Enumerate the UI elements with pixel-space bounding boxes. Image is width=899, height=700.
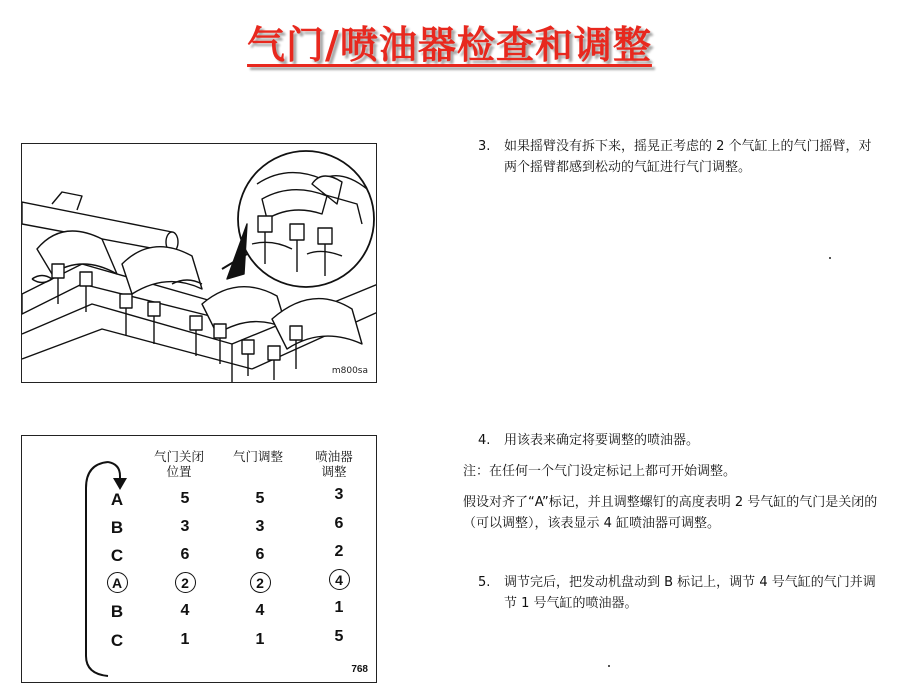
step-3 [478,136,883,178]
cell-c2-injector: 5 [334,628,344,645]
step-4-number: 4. [478,433,491,448]
cell-a2-valve [245,572,275,593]
speck [608,665,610,667]
adjustment-table [21,435,377,683]
rocker-arm-drawing [22,144,377,383]
cell-a2-injector [324,569,354,590]
header-injector-line2: 调整 [321,464,347,479]
cell-b-injector: 6 [334,515,344,532]
circled-a: A [107,572,128,593]
page-title-text: 气门/喷油器检查和调整 [247,23,652,67]
circled-2-valve: 2 [250,572,271,593]
cell-c-closed: 6 [180,546,190,563]
cell-a-valve: 5 [255,490,265,507]
cell-a-closed: 5 [180,490,190,507]
table-code: 768 [351,664,368,675]
assumption-paragraph: 假设对齐了“A”标记，并且调整螺钉的高度表明 2 号气缸的气门是关闭的（可以调整），该表显示 4 缸喷油器可调整。 [463,495,878,531]
cell-b2-closed: 4 [180,602,190,619]
circled-2-closed: 2 [175,572,196,593]
header-injector-line1: 喷油器 [315,449,353,464]
step-5 [478,572,886,614]
row-label-a: A [110,490,124,509]
cell-c2-closed: 1 [180,631,190,648]
header-valve-closed [146,449,212,479]
cell-b2-injector: 1 [334,599,344,616]
page-title [0,14,899,69]
row-label-b2: B [110,602,124,621]
row-label-b: B [110,518,124,537]
step-5-text: 调节完后，把发动机盘动到 B 标记上，调节 4 号气缸的气门并调节 1 号气缸的喷油器。 [504,575,876,611]
header-injector-adjust [306,449,362,479]
circled-4-injector: 4 [329,569,350,590]
cell-b-valve: 3 [255,518,265,535]
row-label-c2: C [110,631,124,650]
step-3-number: 3. [478,139,491,154]
note: 注：在任何一个气门设定标记上都可开始调整。 [463,464,737,479]
rocker-arm-illustration [21,143,377,383]
cell-c2-valve: 1 [255,631,265,648]
figure-code: m800sa [331,366,368,376]
cell-b2-valve: 4 [255,602,265,619]
speck [829,257,831,259]
header-valve-adjust [222,449,294,464]
row-label-a-circled [104,572,130,593]
row-label-c: C [110,546,124,565]
step-4-text: 用该表来确定将要调整的喷油器。 [504,433,700,448]
step-3-text: 如果摇臂没有拆下来，摇晃正考虑的 2 个气缸上的气门摇臂，对两个摇臂都感到松动的气缸进行气门调整。 [504,139,872,175]
step-4 [478,430,883,451]
step-5-number: 5. [478,575,491,590]
cell-a2-closed [170,572,200,593]
header-valve-closed-line1: 气门关闭 [153,449,204,464]
cell-a-injector: 3 [334,486,344,503]
cell-b-closed: 3 [180,518,190,535]
header-valve-closed-line2: 位置 [166,464,192,479]
cell-c-injector: 2 [334,543,344,560]
header-valve-adjust-line1: 气门调整 [232,449,283,464]
cell-c-valve: 6 [255,546,265,563]
